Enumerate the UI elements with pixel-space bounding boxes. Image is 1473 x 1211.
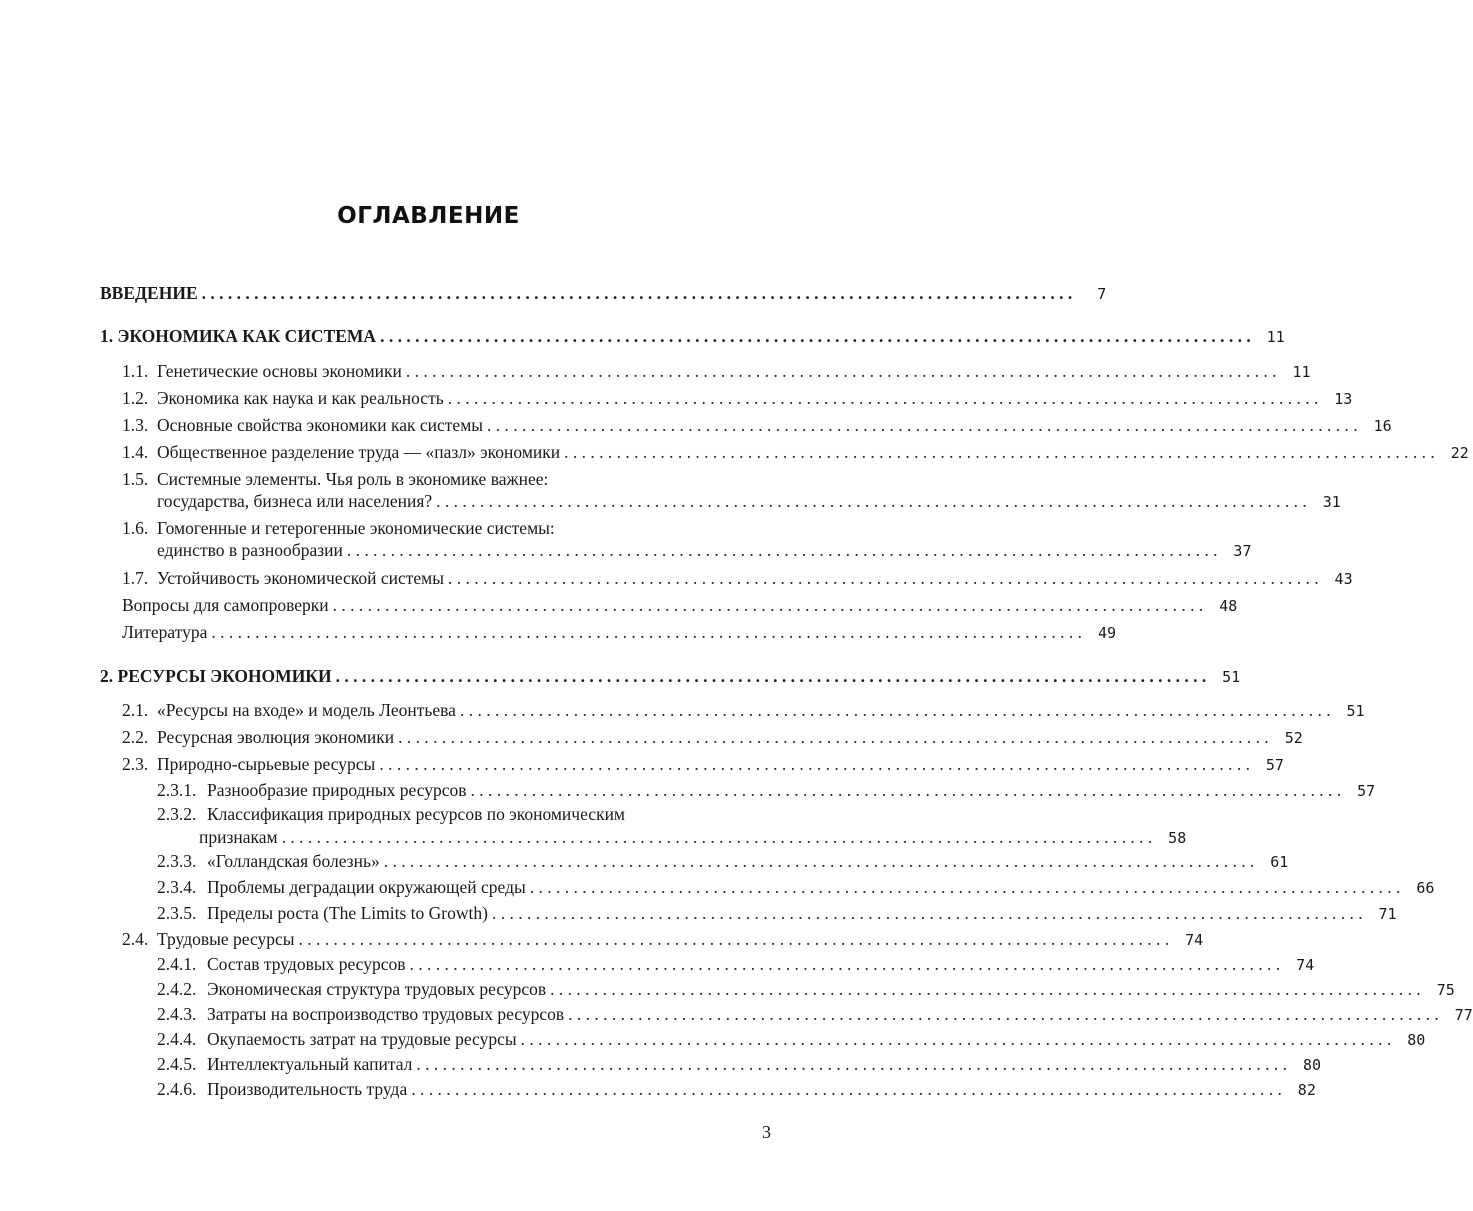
- toc-entry-text: ВВЕДЕНИЕ: [100, 283, 198, 303]
- leader-dots: [436, 490, 1307, 512]
- toc-entry-page: 57: [1357, 782, 1376, 800]
- toc-entry-page: 7: [1097, 285, 1107, 303]
- toc-entry-page: 61: [1270, 853, 1289, 871]
- leader-dots: [406, 360, 1277, 382]
- toc-entry-2-3-2[interactable]: [100, 803, 829, 825]
- leader-dots: [530, 876, 1401, 898]
- toc-entry-text: Основные свойства экономики как системы: [157, 415, 484, 435]
- toc-entry-number: 2.4.6.: [157, 1079, 197, 1099]
- toc-entry-text: Ресурсная эволюция экономики: [157, 727, 395, 747]
- leader-dots: [448, 387, 1319, 409]
- toc-entry-2-4-1[interactable]: [100, 953, 1315, 976]
- toc-entry-number: 1.: [100, 326, 114, 346]
- toc-entry-1-1[interactable]: [100, 360, 1311, 383]
- toc-entry-page: 80: [1302, 1056, 1322, 1074]
- leader-dots: [211, 621, 1082, 643]
- toc-entry-number: 2.4.: [122, 929, 149, 949]
- toc-entry-2-4-6[interactable]: [100, 1078, 1316, 1101]
- toc-entry-number: 2.3.3.: [157, 851, 197, 871]
- leader-dots: [492, 902, 1363, 924]
- toc-entry-text: Генетические основы экономики: [157, 361, 402, 381]
- toc-entry-literature[interactable]: [100, 621, 1117, 644]
- page-number: 3: [762, 1122, 771, 1142]
- toc-entry-page: 22: [1450, 444, 1469, 462]
- toc-entry-text: Классификация природных ресурсов по экономическим: [207, 804, 626, 824]
- toc-entry-text: Общественное разделение труда — «пазл» экономики: [157, 442, 561, 462]
- toc-entry-number: 2.4.2.: [157, 979, 197, 999]
- toc-entry-2-4-4[interactable]: [100, 1028, 1426, 1051]
- toc-entry-intro[interactable]: [100, 282, 1107, 305]
- toc-entry-text: «Голландская болезнь»: [207, 851, 380, 871]
- leader-dots: [379, 753, 1250, 775]
- toc-entry-page: 11: [1266, 328, 1285, 346]
- toc-entry-number: 2.4.5.: [157, 1054, 197, 1074]
- toc-entry-number: 2.3.2.: [157, 804, 197, 824]
- toc-entry-text-continued: государства, бизнеса или населения?: [157, 491, 433, 511]
- toc-entry-page: 48: [1219, 597, 1238, 615]
- toc-entry-number: 2.3.1.: [157, 780, 197, 800]
- toc-entry-page: 77: [1454, 1006, 1473, 1024]
- page-title: ОГЛАВЛЕНИЕ: [337, 203, 520, 229]
- toc-entry-text: Устойчивость экономической системы: [157, 568, 444, 588]
- toc-entry-2-3-3[interactable]: [100, 850, 1289, 873]
- toc-entry-page: 37: [1233, 542, 1252, 560]
- toc-entry-number: 1.6.: [122, 518, 149, 538]
- toc-entry-2-4[interactable]: [100, 928, 1204, 951]
- toc-entry-page: 74: [1296, 956, 1315, 974]
- toc-entry-2-3-1[interactable]: [100, 779, 1376, 802]
- leader-dots: [398, 726, 1269, 748]
- toc-entry-number: 1.7.: [122, 568, 149, 588]
- toc-entry-text: РЕСУРСЫ ЭКОНОМИКИ: [117, 666, 332, 686]
- toc-entry-2-3-2-continued[interactable]: [100, 826, 1187, 849]
- toc-entry-page: 82: [1297, 1081, 1316, 1099]
- toc-entry-text: Производительность труда: [207, 1079, 408, 1099]
- toc-entry-2-2[interactable]: [100, 726, 1303, 749]
- leader-dots: [448, 567, 1319, 589]
- leader-dots: [550, 978, 1421, 1000]
- toc-entry-2-1[interactable]: [100, 699, 1365, 722]
- leader-dots: [299, 928, 1170, 950]
- toc-entry-number: 2.1.: [122, 700, 149, 720]
- toc-entry-text: Пределы роста (The Limits to Growth): [207, 903, 488, 923]
- toc-entry-1-7[interactable]: [100, 567, 1353, 590]
- toc-entry-page: 13: [1334, 390, 1353, 408]
- leader-dots: [521, 1028, 1392, 1050]
- toc-entry-text: Разнообразие природных ресурсов: [207, 780, 467, 800]
- toc-entry-page: 66: [1416, 879, 1435, 897]
- toc-entry-1-3[interactable]: [100, 414, 1392, 437]
- leader-dots: [564, 441, 1435, 463]
- leader-dots: [487, 414, 1358, 436]
- toc-entry-1-5[interactable]: [100, 468, 794, 490]
- leader-dots: [471, 779, 1342, 801]
- toc-entry-2-4-5[interactable]: [100, 1053, 1322, 1076]
- toc-entry-number: 2.: [100, 666, 114, 686]
- toc-entry-text: Экономика как наука и как реальность: [157, 388, 444, 408]
- toc-entry-page: 31: [1322, 493, 1341, 511]
- toc-entry-number: 2.4.4.: [157, 1029, 197, 1049]
- toc-entry-page: 58: [1168, 829, 1187, 847]
- toc-entry-text: Вопросы для самопроверки: [122, 595, 329, 615]
- toc-entry-number: 2.2.: [122, 727, 149, 747]
- toc-entry-number: 2.3.5.: [157, 903, 197, 923]
- toc-entry-number: 1.3.: [122, 415, 149, 435]
- toc-entry-page: 71: [1378, 905, 1397, 923]
- toc-entry-2-4-3[interactable]: [100, 1003, 1473, 1026]
- toc-entry-text: Интеллектуальный капитал: [207, 1054, 413, 1074]
- leader-dots: [416, 1053, 1287, 1075]
- leader-dots: [384, 850, 1255, 872]
- toc-entry-number: 1.2.: [122, 388, 149, 408]
- leader-dots: [380, 325, 1251, 347]
- toc-entry-page: 11: [1292, 363, 1311, 381]
- toc-entry-2-3-5[interactable]: [100, 902, 1397, 925]
- toc-entry-page: 43: [1334, 570, 1353, 588]
- toc-entry-text: Трудовые ресурсы: [157, 929, 295, 949]
- toc-entry-number: 1.4.: [122, 442, 149, 462]
- toc-entry-page: 74: [1185, 931, 1204, 949]
- leader-dots: [568, 1003, 1439, 1025]
- leader-dots: [460, 699, 1331, 721]
- toc-entry-page: 52: [1284, 729, 1303, 747]
- toc-entry-text: Окупаемость затрат на трудовые ресурсы: [207, 1029, 517, 1049]
- toc-entry-page: 49: [1097, 624, 1117, 642]
- toc-entry-questions[interactable]: [100, 594, 1238, 617]
- toc-entry-text: Экономическая структура трудовых ресурсов: [207, 979, 547, 999]
- toc-entry-text-continued: признакам: [199, 827, 278, 847]
- leader-dots: [411, 1078, 1282, 1100]
- toc-entry-text: ЭКОНОМИКА КАК СИСТЕМА: [117, 326, 377, 346]
- toc-entry-text: Гомогенные и гетерогенные экономические системы:: [157, 518, 555, 538]
- toc-entry-text: Системные элементы. Чья роль в экономике важнее:: [157, 469, 549, 489]
- leader-dots: [282, 826, 1153, 848]
- toc-entry-number: 2.3.4.: [157, 877, 197, 897]
- toc-entry-chapter-2[interactable]: [100, 665, 1241, 688]
- toc-entry-1-6-continued[interactable]: [100, 539, 1252, 562]
- toc-entry-text: «Ресурсы на входе» и модель Леонтьева: [157, 700, 456, 720]
- leader-dots: [410, 953, 1281, 975]
- toc-entry-page: 51: [1222, 668, 1241, 686]
- toc-entry-text-continued: единство в разнообразии: [157, 540, 343, 560]
- leader-dots: [347, 539, 1218, 561]
- toc-entry-1-6[interactable]: [100, 517, 794, 539]
- toc-entry-2-3[interactable]: [100, 753, 1284, 776]
- toc-entry-text: Состав трудовых ресурсов: [207, 954, 406, 974]
- toc-entry-number: 1.5.: [122, 469, 149, 489]
- toc-entry-number: 2.4.3.: [157, 1004, 197, 1024]
- toc-entry-page: 16: [1373, 417, 1392, 435]
- toc-entry-text: Литература: [122, 622, 208, 642]
- toc-entry-1-4[interactable]: [100, 441, 1469, 464]
- toc-entry-2-4-2[interactable]: [100, 978, 1455, 1001]
- toc-entry-number: 2.4.1.: [157, 954, 197, 974]
- toc-entry-2-3-4[interactable]: [100, 876, 1435, 899]
- toc-entry-page: 80: [1407, 1031, 1426, 1049]
- toc-entry-text: Природно-сырьевые ресурсы: [157, 754, 376, 774]
- toc-entry-page: 57: [1265, 756, 1284, 774]
- toc-entry-chapter-1[interactable]: [100, 325, 1285, 348]
- toc-entry-page: 75: [1436, 981, 1455, 999]
- toc-entry-number: 2.3.: [122, 754, 149, 774]
- toc-entry-page: 51: [1346, 702, 1365, 720]
- toc-entry-number: 1.1.: [122, 361, 149, 381]
- toc-entry-text: Затраты на воспроизводство трудовых ресурсов: [207, 1004, 565, 1024]
- toc-entry-1-5-continued[interactable]: [100, 490, 1341, 513]
- leader-dots: [336, 665, 1207, 687]
- leader-dots: [333, 594, 1204, 616]
- leader-dots: [202, 282, 1073, 304]
- toc-entry-text: Проблемы деградации окружающей среды: [207, 877, 526, 897]
- toc-entry-1-2[interactable]: [100, 387, 1353, 410]
